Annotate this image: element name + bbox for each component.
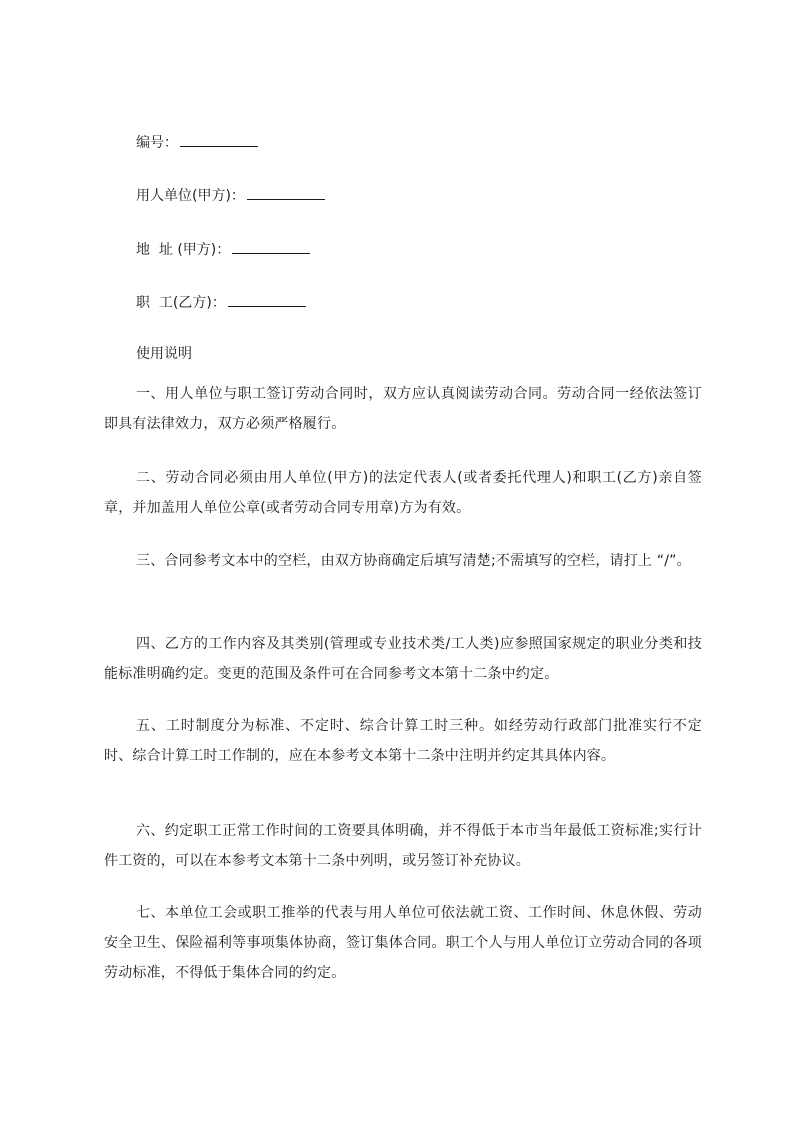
instructions-title: 使用说明 <box>136 346 192 362</box>
employee-field <box>136 292 306 313</box>
contract-number-field <box>136 132 258 153</box>
employer-field <box>136 185 325 206</box>
instruction-paragraph-4: 四、乙方的工作内容及其类别(管理或专业技术类/工人类)应参照国家规定的职业分类和技能标准明确约定。变更的范围及条件可在合同参考文本第十二条中约定。 <box>104 636 702 682</box>
instruction-paragraph-3: 三、合同参考文本中的空栏，由双方协商确定后填写清楚;不需填写的空栏，请打上 “/”。 <box>136 553 691 569</box>
address-label: 地 址 (甲方)： <box>136 242 231 258</box>
address-blank[interactable] <box>232 239 310 254</box>
instruction-paragraph-7: 七、本单位工会或职工推举的代表与用人单位可依法就工资、工作时间、休息休假、劳动安全卫生、保险福利等事项集体协商，签订集体合同。职工个人与用人单位订立劳动合同的各项劳动标准，不得低于集体合同的约定。 <box>104 905 702 981</box>
employer-blank[interactable] <box>247 185 325 200</box>
employee-blank[interactable] <box>228 292 306 307</box>
contract-number-blank[interactable] <box>180 132 258 147</box>
address-field <box>136 239 310 260</box>
employee-label: 职 工(乙方)： <box>136 295 226 311</box>
instruction-paragraph-6: 六、约定职工正常工作时间的工资要具体明确，并不得低于本市当年最低工资标准;实行计件工资的，可以在本参考文本第十二条中列明，或另签订补充协议。 <box>104 823 702 869</box>
instruction-paragraph-2: 二、劳动合同必须由用人单位(甲方)的法定代表人(或者委托代理人)和职工(乙方)亲自签章，并加盖用人单位公章(或者劳动合同专用章)方为有效。 <box>104 470 702 516</box>
instruction-paragraph-1: 一、用人单位与职工签订劳动合同时，双方应认真阅读劳动合同。劳动合同一经依法签订即具有法律效力，双方必须严格履行。 <box>104 386 702 432</box>
contract-number-label: 编号： <box>136 135 178 151</box>
employer-label: 用人单位(甲方)： <box>136 188 245 204</box>
instruction-paragraph-5: 五、工时制度分为标准、不定时、综合计算工时三种。如经劳动行政部门批准实行不定时、综合计算工时工作制的，应在本参考文本第十二条中注明并约定其具体内容。 <box>104 718 702 764</box>
